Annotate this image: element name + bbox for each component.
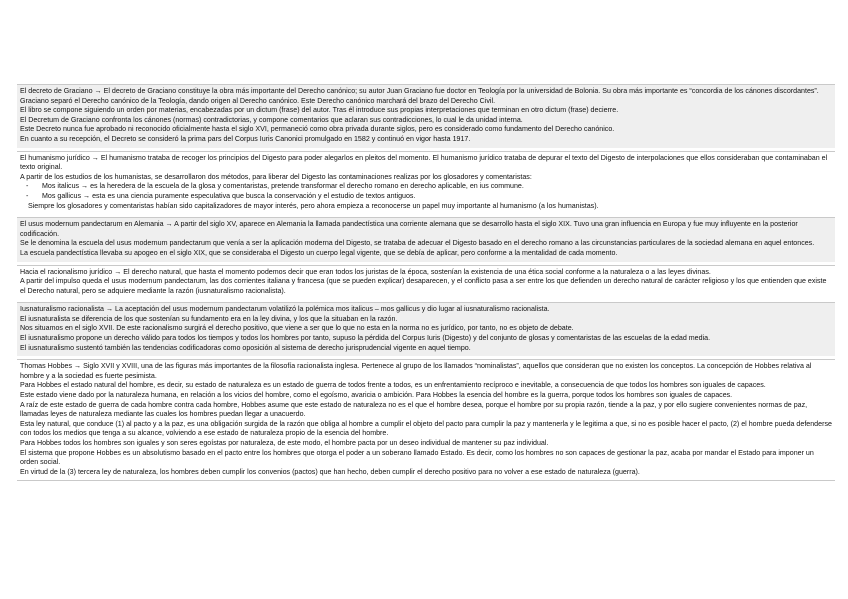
section-racionalismo-juridico <box>17 265 835 300</box>
paragraph: Nos situamos en el siglo XVII. De este racionalismo surgirá el derecho positivo, que viene a ser que lo que no esta en la norma no es jurídico, por tanto, no es objeto de debate. <box>20 324 574 333</box>
paragraph: A partir del impulso queda el usus modernum pandectarum, las dos corrientes italiana y francesa (que se pueden explicar) desaparecen, y el conflicto pasa a ser entre los que defienden un derecho natural de carácter religioso y los que entienden que existe el Derecho natural, pero se adquiere mediante la razón (iusnaturalismo racionalista). <box>20 277 827 295</box>
section-thomas-hobbes <box>17 359 835 481</box>
paragraph: El iusnaturalismo propone un derecho válido para todos los tiempos y todos los hombres por tanto, supuso la pérdida del Corpus Iuris (Digesto) y del conjunto de glosas y comentaristas de las escuelas de la edad media. <box>20 334 711 343</box>
paragraph: A partir de los estudios de los humanistas, se desarrollaron dos métodos, para liberar del Digesto las contaminaciones realizas por los glosadores y comentaristas: <box>20 172 532 181</box>
paragraph: Para Hobbes todos los hombres son iguales y son seres egoístas por naturaleza, de este modo, el hombre pacta por un deseo individual de mantener su paz individual. <box>20 439 549 447</box>
paragraph: La escuela pandectística llevaba su apogeo en el siglo XIX, que se consideraba el Digesto un cuerpo legal vigente, que se debía de aplicar, pero conforme a la mentalidad de cada momento. <box>20 248 618 257</box>
paragraph: Este estado viene dado por la naturaleza humana, en relación a los vicios del hombre, como el egoísmo, avaricia o ambición. Para Hobbes la esencia del hombre es la guerra, porque todos los hombres son iguales de capaces. <box>20 391 733 400</box>
paragraph: El humanismo jurídico → El humanismo trataba de recoger los principios del Digesto para poder alegarlos en pleitos del momento. El humanismo jurídico trataba de depurar el texto del Digesto de interpolaciones que ellos consideraban que contaminaban el texto original. <box>20 153 828 172</box>
paragraph: Siempre los glosadores y comentaristas habían sido capitalizadores de mayor interés, pero ahora empieza a reconocerse un papel muy importante al humanismo (a los humanistas). <box>28 201 599 210</box>
paragraph: Hacia el racionalismo jurídico → El derecho natural, que hasta el momento podemos decir que eran todos los juristas de la época, sostenían la existencia de una ética social conforme a la naturaleza o a las leyes divinas. <box>20 267 711 276</box>
paragraph: El decreto de Graciano → El decreto de Graciano constituye la obra más importante del Derecho canónico; su autor Juan Graciano fue doctor en Teología por la universidad de Bolonia. Su obra más importante es “concordia de los cánones discordantes”. <box>20 87 819 95</box>
paragraph: Este Decreto nunca fue aprobado ni reconocido oficialmente hasta el siglo XVI, permaneció como obra privada durante siglos, pero es considerado como fundamento del Derecho canónico. <box>20 125 615 134</box>
section-iusnaturalismo <box>17 302 835 356</box>
paragraph: El usus modernum pandectarum en Alemania → A partir del siglo XV, aparece en Alemania la llamada pandectística una corriente alemana que se desarrollo hasta el siglo XIX. Tuvo una gran influencia en Europa y fue muy influyente en la posterior codificación. <box>20 220 798 238</box>
paragraph: El Decretum de Graciano confronta los cánones (normas) contradictorias, y compone comentarios que aclaran sus contradicciones, lo cual le da unidad interna. <box>20 115 523 124</box>
paragraph: Se le denomina la escuela del usus modernum pandectarum que venía a ser la aplicación moderna del Digesto, se trataba de adecuar el Digesto basado en el derecho romano a las circunstancias particulares de la sociedad alemana en aquel entonces. <box>20 239 815 248</box>
paragraph: El libro se compone siguiendo un orden por materias, encabezadas por un dictum (frase) del autor. Tras él introduce sus propias interpretaciones que terminan en otro dictum (frase) decierre. <box>20 106 619 115</box>
paragraph: Esta ley natural, que conduce (1) al pacto y a la paz, es una obligación surgida de la razón que obliga al hombre a cumplir el objeto del pacto para cumplir la paz y mantenerla y le legitima a que, si no es posible hacer el pacto, (2) el hombre pueda defenderse con todos los medios que tenga a su alcance, volviendo a ese estado de naturaleza propio de la esencia del hombre. <box>20 419 832 438</box>
paragraph: En cuanto a su recepción, el Decreto se consideró la prima pars del Corpus Iuris Canonici promulgado en 1582 y continuó en vigor hasta 1917. <box>20 134 471 143</box>
paragraph: Para Hobbes el estado natural del hombre, es decir, su estado de naturaleza es un estado de guerra de todos frente a todos, es un enfrentamiento recíproco e inevitable, a consecuencia de que todos los hombres son iguales de capaces. <box>20 381 766 390</box>
section-usus-modernum <box>17 217 835 261</box>
paragraph: El sistema que propone Hobbes es un absolutismo basado en el pacto entre los hombres que otorga el poder a un soberano llamado Estado. Es decir, como los hombres no son capaces de gestionar la paz, acaba por mandar el Estado para imponer un orden social. <box>20 448 814 467</box>
paragraph: El iusnaturalista se diferencia de los que sostenían su fundamento era en la ley divina, y los que la situaban en la razón. <box>20 314 398 323</box>
document <box>17 84 835 484</box>
paragraph: A raíz de este estado de guerra de cada hombre contra cada hombre, Hobbes asume que este estado de naturaleza no es el que el hombre desea, porque el hombre por su propia razón, tiende a la paz, y por ello sugiere convenientes normas de paz, llamadas leyes de naturaleza mediante las cuales los hombres puedan llegar a unacuerdo. <box>20 400 808 419</box>
bullet-item: - Mos gallicus → esta es una ciencia puramente especulativa que busca la conservación y el estudio de textos antiguos. <box>20 192 832 202</box>
paragraph: El iusnaturalismo sustentó también las tendencias codificadoras como oposición al sistema de derecho jurisprudencial vigente en aquel tiempo. <box>20 343 471 352</box>
paragraph: Graciano separó el Derecho canónico de la Teología, dando origen al Derecho canónico. Este Derecho canónico marchará del brazo del Derecho Civil. <box>20 96 496 105</box>
paragraph: En virtud de la (3) tercera ley de naturaleza, los hombres deben cumplir los convenios (pactos) que han hecho, deben cumplir el derecho positivo para no volver a ese estado de naturaleza (guerra). <box>20 467 640 476</box>
paragraph: Iusnaturalismo racionalista → La aceptación del usus modernum pandectarum volatilizó la polémica mos italicus – mos gallicus y dio lugar al iusnaturalismo racionalista. <box>20 305 550 314</box>
bullet-item: - Mos italicus → es la heredera de la escuela de la glosa y comentaristas, pretende transformar el derecho romano en derecho aplicable, en ius commune. <box>20 182 832 192</box>
section-decreto-graciano <box>17 84 835 148</box>
paragraph: Thomas Hobbes → Siglo XVII y XVIII, una de las figuras más importantes de la filosofía racionalista inglesa. Pertenece al grupo de los llamados “nominalistas”, aquellos que consideran que no existen los conceptos. La concepción de Hobbes relativa al hombre y a la sociedad es fuerte pesimista. <box>20 362 812 380</box>
section-humanismo-juridico <box>17 151 835 215</box>
